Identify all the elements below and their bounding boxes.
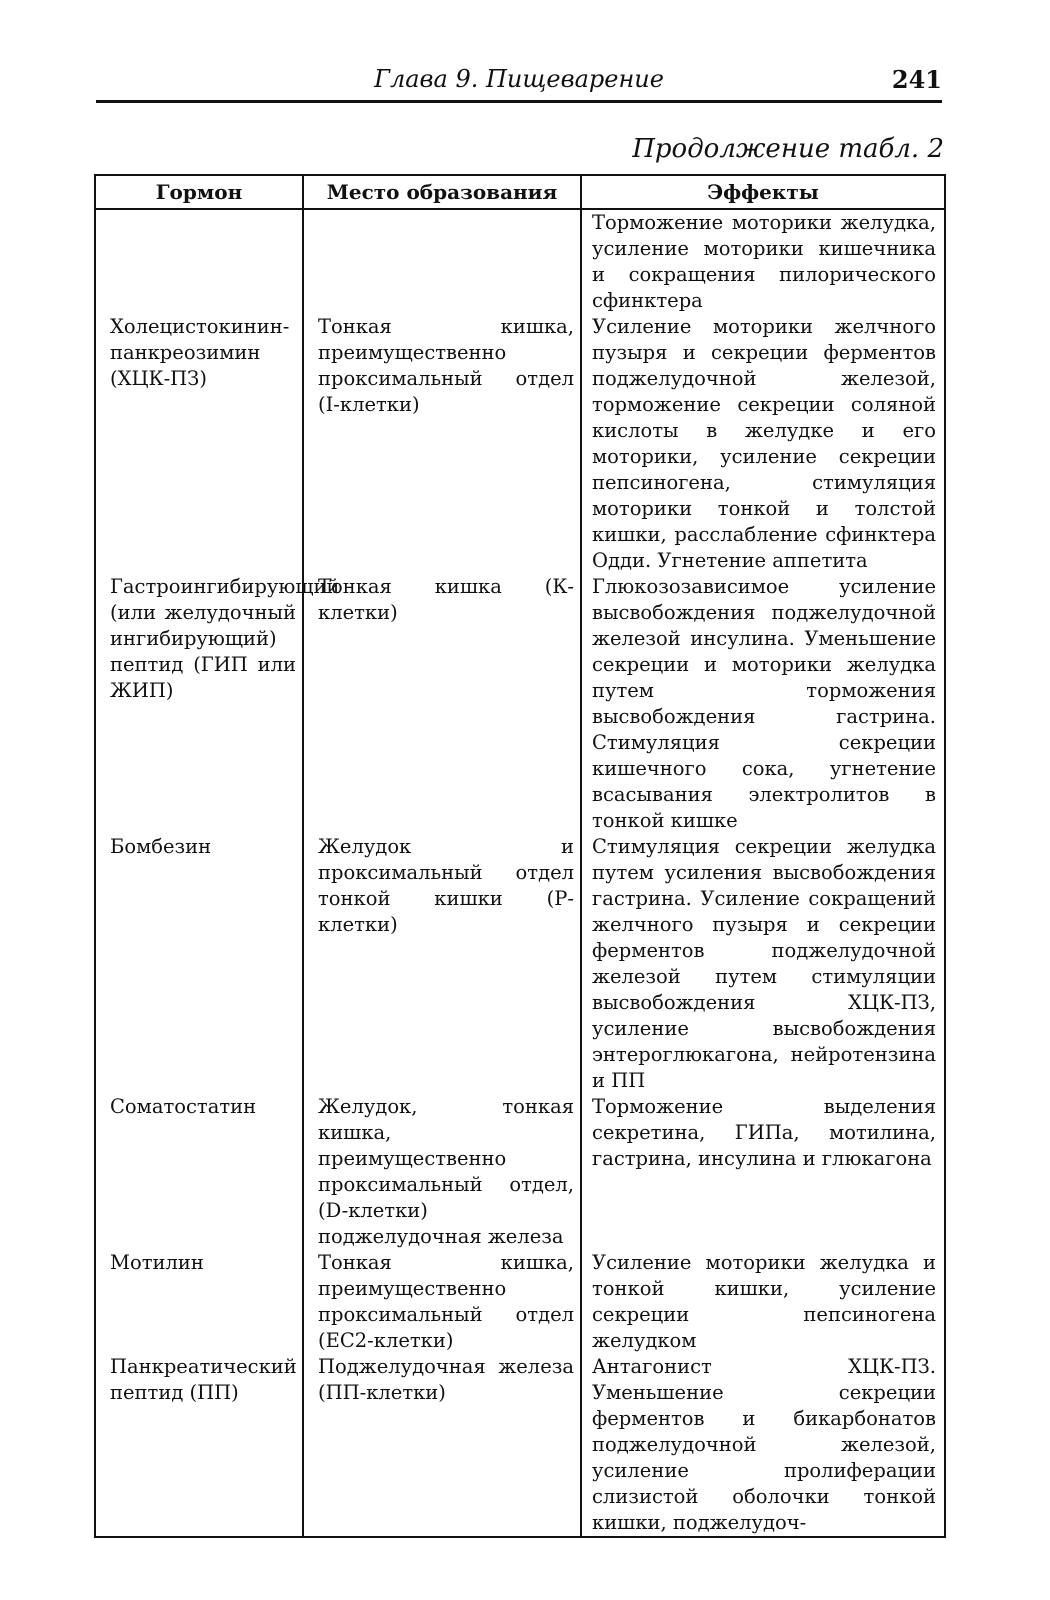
column-header-site: Место образования <box>303 175 581 209</box>
site-cell: Поджелудочная железа (ПП-клетки) <box>303 1354 581 1537</box>
effects-cell: Усиление моторики желудка и тонкой кишки, усиление секреции пепсиногена желудком <box>581 1250 945 1354</box>
effects-cell: Торможение выделения секретина, ГИПа, мотилина, гастрина, инсулина и глюкагона <box>581 1094 945 1250</box>
page-number: 241 <box>891 65 942 94</box>
site-cell: Тонкая кишка, преимущественно проксимальный отдел (ЕС2-клетки) <box>303 1250 581 1354</box>
table-caption: Продолжение табл. 2 <box>632 134 944 164</box>
site-cell: Желудок, тонкая кишка, преимущественно проксимальный отдел, (D-клетки) поджелудочная железа <box>303 1094 581 1250</box>
table-row <box>95 574 945 834</box>
site-cell: Тонкая кишка, преимущественно проксимальный отдел (I-клетки) <box>303 209 581 574</box>
effects-cell: Стимуляция секреции желудка путем усиления высвобождения гастрина. Усиление сокращений желчного пузыря и секреции ферментов поджелудочной железой путем стимуляции высвобождения ХЦК-ПЗ, усиление высвобождения энтероглюкагона, нейротензина и ПП <box>581 834 945 1094</box>
hormone-cell: Гастроингибирующий (или желудочный ингибирующий) пептид (ГИП или ЖИП) <box>95 574 303 834</box>
hormone-cell: Панкреатический пептид (ПП) <box>95 1354 303 1537</box>
column-header-hormone: Гормон <box>95 175 303 209</box>
table-row <box>95 209 945 574</box>
site-cell: Тонкая кишка (К-клетки) <box>303 574 581 834</box>
effects-paragraph: Торможение моторики желудка, усиление моторики кишечника и сокращения пилорического сфинктера <box>592 211 936 312</box>
effects-cell <box>581 209 945 574</box>
table-row <box>95 1250 945 1354</box>
effects-cell: Глюкозозависимое усиление высвобождения поджелудочной железой инсулина. Уменьшение секреции и моторики желудка путем торможения высвобождения гастрина. Стимуляция секреции кишечного сока, угнетение всасывания электролитов в тонкой кишке <box>581 574 945 834</box>
hormone-cell: Соматостатин <box>95 1094 303 1250</box>
effects-paragraph: Усиление моторики желчного пузыря и секреции ферментов поджелудочной железой, торможение секреции соляной кислоты в желудке и его моторики, усиление секреции пепсиногена, стимуляция моторики тонкой и толстой кишки, расслабление сфинктера Одди. Угнетение аппетита <box>592 315 936 572</box>
site-cell: Желудок и проксимальный отдел тонкой кишки (Р-клетки) <box>303 834 581 1094</box>
hormone-cell: Мотилин <box>95 1250 303 1354</box>
hormones-table <box>94 174 946 1538</box>
running-head <box>96 62 942 103</box>
hormone-cell: Холецистокинин-панкреозимин (ХЦК-ПЗ) <box>95 209 303 574</box>
effects-cell: Антагонист ХЦК-ПЗ. Уменьшение секреции ферментов и бикарбонатов поджелудочной железой, усиление пролиферации слизистой оболочки тонкой кишки, поджелудоч- <box>581 1354 945 1537</box>
chapter-title: Глава 9. Пищеварение <box>374 65 664 93</box>
table-row <box>95 1094 945 1250</box>
table-row <box>95 834 945 1094</box>
column-header-effects: Эффекты <box>581 175 945 209</box>
table-header-row <box>95 175 945 209</box>
hormone-cell: Бомбезин <box>95 834 303 1094</box>
table-row <box>95 1354 945 1537</box>
